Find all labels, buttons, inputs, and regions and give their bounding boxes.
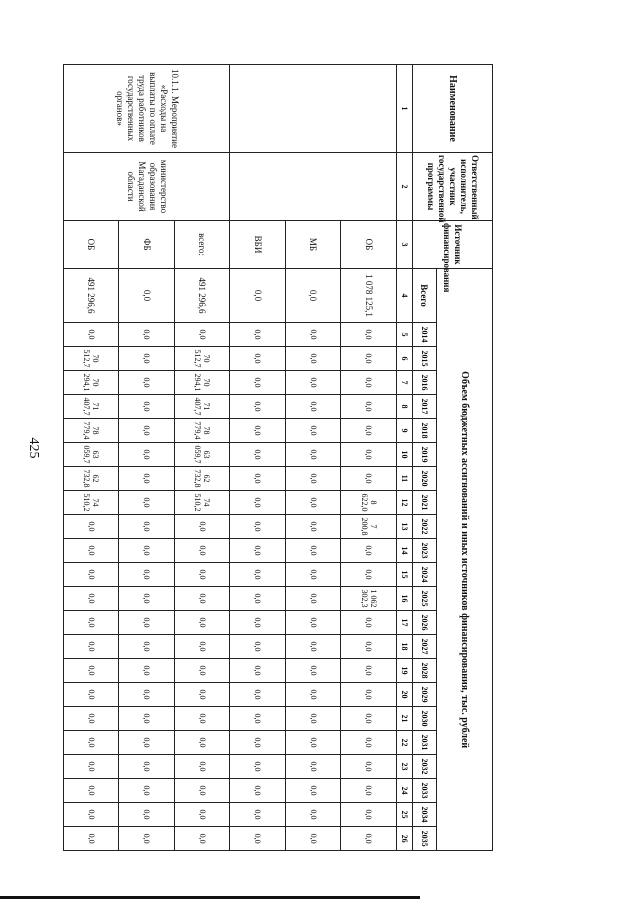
row-value-cell: 0,0 xyxy=(230,515,286,539)
row-value-cell: 70 294,1 xyxy=(175,371,231,395)
row-value-cell: 0,0 xyxy=(341,635,397,659)
row-value-cell: 0,0 xyxy=(64,731,120,755)
column-number: 6 xyxy=(397,347,413,371)
header-year: 2026 xyxy=(413,611,437,635)
row-value-cell: 78 779,4 xyxy=(64,419,120,443)
header-year: 2027 xyxy=(413,635,437,659)
row-value-cell: 0,0 xyxy=(230,707,286,731)
row-value-cell: 0,0 xyxy=(64,755,120,779)
row-value-cell: 0,0 xyxy=(119,611,175,635)
row-value-cell: 0,0 xyxy=(64,563,120,587)
table-row xyxy=(341,65,397,851)
row-value-cell: 0,0 xyxy=(175,707,231,731)
column-number: 12 xyxy=(397,491,413,515)
column-number: 13 xyxy=(397,515,413,539)
row-value-cell: 0,0 xyxy=(119,635,175,659)
row-total-cell: 0,0 xyxy=(286,269,342,323)
header-year: 2028 xyxy=(413,659,437,683)
row-value-cell: 0,0 xyxy=(64,683,120,707)
row-value-cell: 7 200,8 xyxy=(341,515,397,539)
row-value-cell: 0,0 xyxy=(341,395,397,419)
row-value-cell: 0,0 xyxy=(64,707,120,731)
header-year: 2025 xyxy=(413,587,437,611)
header-year: 2033 xyxy=(413,779,437,803)
row-value-cell: 0,0 xyxy=(286,803,342,827)
column-number: 14 xyxy=(397,539,413,563)
column-number: 3 xyxy=(397,221,413,269)
row-value-cell: 62 732,8 xyxy=(175,467,231,491)
row-value-cell: 0,0 xyxy=(286,539,342,563)
row-value-cell: 0,0 xyxy=(286,755,342,779)
row-value-cell: 0,0 xyxy=(230,635,286,659)
row-value-cell: 0,0 xyxy=(175,779,231,803)
row-value-cell: 0,0 xyxy=(286,683,342,707)
header-year: 2023 xyxy=(413,539,437,563)
row-value-cell: 0,0 xyxy=(286,587,342,611)
row-value-cell: 0,0 xyxy=(175,323,231,347)
row-value-cell: 0,0 xyxy=(286,467,342,491)
header-year: 2034 xyxy=(413,803,437,827)
column-number: 18 xyxy=(397,635,413,659)
row-value-cell: 0,0 xyxy=(230,371,286,395)
column-number: 9 xyxy=(397,419,413,443)
row-value-cell: 0,0 xyxy=(64,779,120,803)
row-source-cell: МБ xyxy=(286,221,342,269)
row-value-cell: 0,0 xyxy=(64,587,120,611)
row-value-cell: 0,0 xyxy=(286,659,342,683)
row-value-cell: 0,0 xyxy=(286,443,342,467)
row-total-cell: 491 296,6 xyxy=(175,269,231,323)
row-value-cell: 0,0 xyxy=(119,707,175,731)
row-value-cell: 0,0 xyxy=(230,683,286,707)
row-value-cell: 0,0 xyxy=(175,659,231,683)
row-value-cell: 0,0 xyxy=(230,347,286,371)
row-value-cell: 0,0 xyxy=(341,443,397,467)
row-value-cell: 0,0 xyxy=(286,635,342,659)
column-number: 17 xyxy=(397,611,413,635)
row-value-cell: 0,0 xyxy=(286,731,342,755)
header-year: 2020 xyxy=(413,467,437,491)
row-value-cell: 0,0 xyxy=(286,323,342,347)
row-value-cell: 0,0 xyxy=(64,827,120,851)
column-number: 2 xyxy=(397,153,413,221)
row-value-cell: 0,0 xyxy=(230,323,286,347)
row-value-cell: 0,0 xyxy=(230,395,286,419)
row-value-cell: 0,0 xyxy=(230,779,286,803)
row-value-cell: 70 512,7 xyxy=(175,347,231,371)
header-year: 2029 xyxy=(413,683,437,707)
column-number: 25 xyxy=(397,803,413,827)
row-total-cell: 0,0 xyxy=(119,269,175,323)
column-number: 16 xyxy=(397,587,413,611)
row-value-cell: 0,0 xyxy=(230,755,286,779)
row-value-cell: 0,0 xyxy=(175,563,231,587)
row-value-cell: 0,0 xyxy=(119,755,175,779)
row-value-cell: 0,0 xyxy=(119,803,175,827)
row-value-cell: 0,0 xyxy=(64,659,120,683)
row-value-cell: 0,0 xyxy=(175,803,231,827)
row-value-cell: 0,0 xyxy=(64,611,120,635)
row-value-cell: 0,0 xyxy=(341,323,397,347)
row-value-cell: 0,0 xyxy=(230,659,286,683)
row-value-cell: 1 062 302,3 xyxy=(341,587,397,611)
row-value-cell: 0,0 xyxy=(230,563,286,587)
row-value-cell: 0,0 xyxy=(341,683,397,707)
row-value-cell: 62 732,8 xyxy=(64,467,120,491)
header-year: 2021 xyxy=(413,491,437,515)
row-value-cell: 0,0 xyxy=(119,371,175,395)
row-value-cell: 63 059,7 xyxy=(175,443,231,467)
row-value-cell: 0,0 xyxy=(230,611,286,635)
header-year: 2016 xyxy=(413,371,437,395)
row-value-cell: 0,0 xyxy=(119,659,175,683)
row-name-cell: 10.1.1. Мероприятие «Расходы на выплаты по оплате труда работников государственных органов» xyxy=(64,65,231,153)
row-value-cell: 8 622,0 xyxy=(341,491,397,515)
header-source: Источник финансирования xyxy=(413,221,493,269)
row-value-cell: 0,0 xyxy=(230,731,286,755)
row-value-cell: 0,0 xyxy=(286,371,342,395)
row-total-cell: 1 078 125,1 xyxy=(341,269,397,323)
row-value-cell: 0,0 xyxy=(286,515,342,539)
row-value-cell: 0,0 xyxy=(286,347,342,371)
column-number: 7 xyxy=(397,371,413,395)
row-value-cell: 74 510,2 xyxy=(175,491,231,515)
row-value-cell: 0,0 xyxy=(341,827,397,851)
row-value-cell: 0,0 xyxy=(341,539,397,563)
row-total-cell: 491 296,6 xyxy=(64,269,120,323)
column-number: 20 xyxy=(397,683,413,707)
row-value-cell: 0,0 xyxy=(230,467,286,491)
row-value-cell: 0,0 xyxy=(286,827,342,851)
row-value-cell: 0,0 xyxy=(119,515,175,539)
header-name: Наименование xyxy=(413,65,493,153)
row-value-cell: 0,0 xyxy=(119,323,175,347)
header-year: 2030 xyxy=(413,707,437,731)
row-value-cell: 0,0 xyxy=(64,539,120,563)
row-value-cell: 0,0 xyxy=(341,707,397,731)
row-total-cell: 0,0 xyxy=(230,269,286,323)
row-value-cell: 0,0 xyxy=(119,467,175,491)
header-year: 2015 xyxy=(413,347,437,371)
row-value-cell: 71 407,7 xyxy=(175,395,231,419)
row-value-cell: 0,0 xyxy=(175,827,231,851)
row-value-cell: 0,0 xyxy=(341,419,397,443)
row-value-cell: 0,0 xyxy=(341,755,397,779)
row-source-cell: ОБ xyxy=(341,221,397,269)
row-value-cell: 78 779,4 xyxy=(175,419,231,443)
header-year: 2032 xyxy=(413,755,437,779)
bottom-rule xyxy=(0,896,420,899)
row-value-cell: 0,0 xyxy=(175,515,231,539)
row-value-cell: 0,0 xyxy=(175,611,231,635)
row-value-cell: 0,0 xyxy=(64,515,120,539)
row-value-cell: 0,0 xyxy=(341,563,397,587)
header-total: Всего xyxy=(413,269,437,323)
column-number: 23 xyxy=(397,755,413,779)
row-value-cell: 0,0 xyxy=(119,419,175,443)
row-value-cell: 0,0 xyxy=(230,491,286,515)
row-value-cell: 0,0 xyxy=(175,635,231,659)
column-number: 22 xyxy=(397,731,413,755)
row-value-cell: 0,0 xyxy=(230,443,286,467)
column-number: 1 xyxy=(397,65,413,153)
row-value-cell: 0,0 xyxy=(175,539,231,563)
row-value-cell: 0,0 xyxy=(341,467,397,491)
column-number: 11 xyxy=(397,467,413,491)
column-number: 10 xyxy=(397,443,413,467)
row-value-cell: 0,0 xyxy=(175,755,231,779)
table-row xyxy=(175,65,231,851)
row-value-cell: 70 294,1 xyxy=(64,371,120,395)
row-value-cell: 0,0 xyxy=(286,707,342,731)
row-source-cell: ФБ xyxy=(119,221,175,269)
row-value-cell: 0,0 xyxy=(119,683,175,707)
row-value-cell: 0,0 xyxy=(230,827,286,851)
column-number: 26 xyxy=(397,827,413,851)
row-value-cell: 0,0 xyxy=(286,779,342,803)
row-value-cell: 0,0 xyxy=(175,731,231,755)
row-value-cell: 0,0 xyxy=(230,587,286,611)
row-value-cell: 0,0 xyxy=(119,491,175,515)
row-value-cell: 0,0 xyxy=(64,803,120,827)
row-value-cell: 0,0 xyxy=(230,419,286,443)
row-value-cell: 0,0 xyxy=(119,731,175,755)
header-year: 2022 xyxy=(413,515,437,539)
row-value-cell: 0,0 xyxy=(119,563,175,587)
header-year: 2031 xyxy=(413,731,437,755)
page-number: 425 xyxy=(26,437,41,459)
row-source-cell: ВБИ xyxy=(230,221,286,269)
row-name-cell xyxy=(230,65,397,153)
column-number: 21 xyxy=(397,707,413,731)
row-value-cell: 0,0 xyxy=(286,419,342,443)
row-value-cell: 0,0 xyxy=(119,539,175,563)
column-number: 5 xyxy=(397,323,413,347)
row-source-cell: всего: xyxy=(175,221,231,269)
row-value-cell: 0,0 xyxy=(341,347,397,371)
row-value-cell: 0,0 xyxy=(119,443,175,467)
budget-table xyxy=(63,64,493,851)
row-value-cell: 0,0 xyxy=(230,539,286,563)
column-number: 15 xyxy=(397,563,413,587)
row-value-cell: 0,0 xyxy=(341,779,397,803)
row-value-cell: 0,0 xyxy=(341,803,397,827)
row-value-cell: 0,0 xyxy=(286,563,342,587)
column-number: 4 xyxy=(397,269,413,323)
row-value-cell: 0,0 xyxy=(119,347,175,371)
header-responsible: Ответственный исполнитель, участник государственной программы xyxy=(413,153,493,221)
row-value-cell: 71 407,7 xyxy=(64,395,120,419)
row-responsible-cell xyxy=(230,153,397,221)
header-volume: Объем бюджетных ассигнований и иных источников финансирования, тыс. рублей xyxy=(437,269,493,851)
row-value-cell: 0,0 xyxy=(64,323,120,347)
header-year: 2019 xyxy=(413,443,437,467)
column-number: 19 xyxy=(397,659,413,683)
row-value-cell: 0,0 xyxy=(286,611,342,635)
header-year: 2017 xyxy=(413,395,437,419)
row-value-cell: 0,0 xyxy=(230,803,286,827)
budget-table-rotated xyxy=(63,64,493,847)
row-value-cell: 0,0 xyxy=(175,587,231,611)
row-value-cell: 0,0 xyxy=(341,611,397,635)
row-source-cell: ОБ xyxy=(64,221,120,269)
row-value-cell: 63 059,7 xyxy=(64,443,120,467)
row-value-cell: 0,0 xyxy=(64,635,120,659)
header-year: 2018 xyxy=(413,419,437,443)
column-number: 24 xyxy=(397,779,413,803)
row-value-cell: 0,0 xyxy=(119,587,175,611)
row-value-cell: 0,0 xyxy=(341,731,397,755)
row-responsible-cell: министерство образования Магаданской области xyxy=(64,153,231,221)
row-value-cell: 0,0 xyxy=(341,659,397,683)
row-value-cell: 70 512,7 xyxy=(64,347,120,371)
row-value-cell: 74 510,2 xyxy=(64,491,120,515)
row-value-cell: 0,0 xyxy=(175,683,231,707)
row-value-cell: 0,0 xyxy=(119,779,175,803)
row-value-cell: 0,0 xyxy=(286,491,342,515)
column-number: 8 xyxy=(397,395,413,419)
row-value-cell: 0,0 xyxy=(119,395,175,419)
header-year: 2035 xyxy=(413,827,437,851)
row-value-cell: 0,0 xyxy=(119,827,175,851)
row-value-cell: 0,0 xyxy=(286,395,342,419)
header-year: 2014 xyxy=(413,323,437,347)
header-year: 2024 xyxy=(413,563,437,587)
row-value-cell: 0,0 xyxy=(341,371,397,395)
